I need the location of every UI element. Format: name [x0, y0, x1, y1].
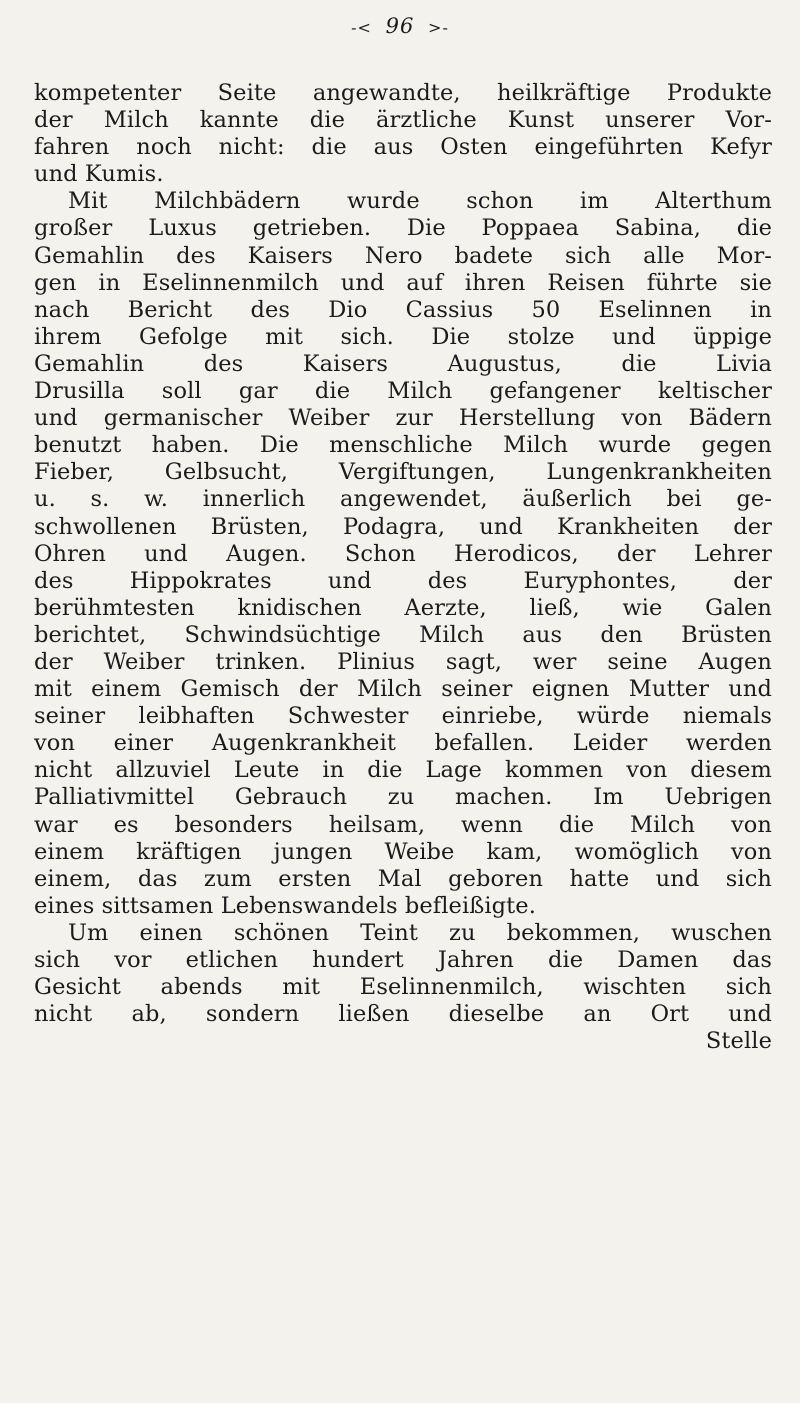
left-ornament: -< [351, 18, 372, 37]
text-line: großer Luxus getrieben. Die Poppaea Sabina, die [34, 215, 772, 242]
text-line: ihrem Gefolge mit sich. Die stolze und üppige [34, 323, 772, 350]
text-line: Fieber, Gelbsucht, Vergiftungen, Lungenkrankheiten [34, 459, 772, 486]
right-ornament: >- [428, 18, 449, 37]
text-line: mit einem Gemisch der Milch seiner eignen Mutter und [34, 676, 772, 703]
text-line: und Kumis. [34, 161, 164, 188]
text-line: Palliativmittel Gebrauch zu machen. Im Uebrigen [34, 784, 772, 811]
page-header [0, 14, 800, 38]
text-line: gen in Eselinnenmilch und auf ihren Reisen führte sie [34, 269, 772, 296]
text-line: Um einen schönen Teint zu bekommen, wuschen [68, 919, 772, 946]
text-line: der Milch kannte die ärztliche Kunst unserer Vor- [34, 107, 772, 134]
text-line: Mit Milchbädern wurde schon im Alterthum [68, 188, 772, 215]
text-line: Gesicht abends mit Eselinnenmilch, wischten sich [34, 974, 772, 1001]
text-line: sich vor etlichen hundert Jahren die Damen das [34, 947, 772, 973]
text-line: Gemahlin des Kaisers Augustus, die Livia [34, 350, 772, 377]
text-line: seiner leibhaften Schwester einriebe, würde niemals [34, 703, 772, 730]
text-line: Ohren und Augen. Schon Herodicos, der Lehrer [34, 540, 772, 567]
text-line: einem kräftigen jungen Weibe kam, womöglich von [34, 838, 772, 865]
text-line: kompetenter Seite angewandte, heilkräftige Produkte [34, 80, 772, 106]
text-line: fahren noch nicht: die aus Osten eingeführten Kefyr [34, 134, 772, 161]
text-line: Drusilla soll gar die Milch gefangener keltischer [34, 378, 772, 405]
text-line: des Hippokrates und des Euryphontes, der [34, 567, 772, 594]
text-line: benutzt haben. Die menschliche Milch wurde gegen [34, 432, 772, 459]
text-line: Gemahlin des Kaisers Nero badete sich alle Mor- [34, 242, 772, 269]
text-line: nicht ab, sondern ließen dieselbe an Ort und [34, 1001, 772, 1028]
text-line: der Weiber trinken. Plinius sagt, wer seine Augen [34, 648, 772, 675]
text-line: berühmtesten knidischen Aerzte, ließ, wie Galen [34, 594, 772, 621]
text-line: war es besonders heilsam, wenn die Milch von [34, 811, 772, 838]
text-line: u. s. w. innerlich angewendet, äußerlich bei ge- [34, 486, 772, 513]
text-line: und germanischer Weiber zur Herstellung von Bädern [34, 405, 772, 432]
page-number: 96 [385, 14, 415, 38]
body-text [34, 80, 772, 1055]
catchword: Stelle [705, 1028, 772, 1055]
text-line: nach Bericht des Dio Cassius 50 Eselinnen in [34, 296, 772, 323]
text-line: schwollenen Brüsten, Podagra, und Krankheiten der [34, 513, 772, 540]
text-line: einem, das zum ersten Mal geboren hatte und sich [34, 865, 772, 892]
text-line: eines sittsamen Lebenswandels befleißigte. [34, 892, 536, 919]
text-line: nicht allzuviel Leute in die Lage kommen von diesem [34, 757, 772, 784]
text-line: berichtet, Schwindsüchtige Milch aus den Brüsten [34, 621, 772, 648]
text-line: von einer Augenkrankheit befallen. Leider werden [34, 730, 772, 757]
